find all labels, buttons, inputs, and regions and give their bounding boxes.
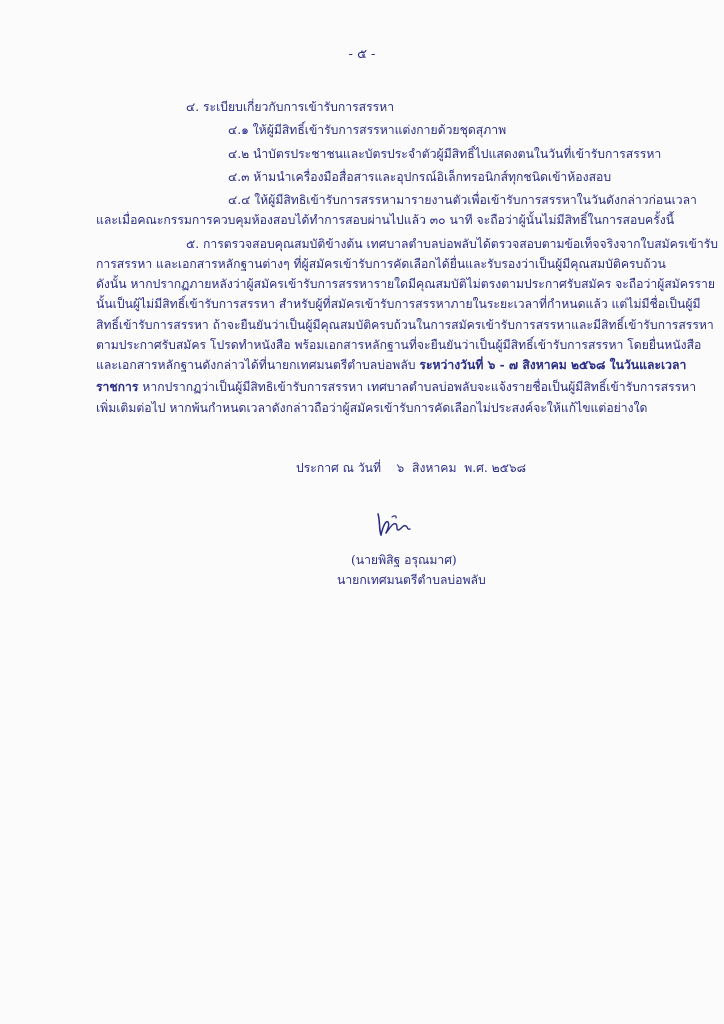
section-4-heading: ๔. ระเบียบเกี่ยวกับการเข้ารับการสรรหา — [186, 100, 395, 114]
section-4-item-2: ๔.๒ นำบัตรประชาชนและบัตรประจำตัวผู้มีสิทธิ์ไปแสดงตนในวันที่เข้ารับการสรรหา — [228, 147, 662, 161]
section-5-line-4: นั้นเป็นผู้ไม่มีสิทธิ์เข้ารับการสรรหา สำหรับผู้ที่สมัครเข้ารับการสรรหาภายในระยะเวลาที่กำหนดแล้ว แต่ไม่มีชื่อเป็นผู้มี — [96, 297, 701, 311]
section-4-item-4: ๔.๔ ให้ผู้มีสิทธิเข้ารับการสรรหามารายงานตัวเพื่อเข้ารับการสรรหาในวันดังกล่าวก่อนเวลา — [228, 193, 697, 207]
section-5-line-6: ตามประกาศรับสมัคร โปรดทำหนังสือ พร้อมเอกสารหลักฐานที่จะยืนยันว่าเป็นผู้มีสิทธิ์เข้ารับการสรรหา โดยยื่นหนังสือ — [96, 338, 702, 352]
section-5-line-8 — [96, 378, 697, 396]
section-4-continuation: และเมื่อคณะกรรมการควบคุมห้องสอบได้ทำการสอบผ่านไปแล้ว ๓๐ นาที จะถือว่าผู้นั้นไม่มีสิทธิ์ในการสอบครั้งนี้ — [96, 213, 675, 227]
signatory-position: นายกเทศมนตรีตำบลบ่อพลับ — [337, 573, 486, 587]
signature-mark — [372, 508, 416, 540]
section-5-line-8-text: หากปรากฏว่าเป็นผู้มีสิทธิเข้ารับการสรรหา เทศบาลตำบลบ่อพลับจะแจ้งรายชื่อเป็นผู้มีสิทธิ์เข้ารับการสรรหา — [138, 380, 697, 394]
section-5-dates-bold: ระหว่างวันที่ ๖ - ๗ สิงหาคม ๒๕๖๘ ในวันและเวลา — [419, 358, 687, 372]
section-5-line-5: สิทธิ์เข้ารับการสรรหา ถ้าจะยืนยันว่าเป็นผู้มีคุณสมบัติครบถ้วนในการสมัครเข้ารับการสรรหาและมีสิทธิ์เข้ารับการสรรหา — [96, 318, 714, 332]
section-5-line-3: ดังนั้น หากปรากฏภายหลังว่าผู้สมัครเข้ารับการสรรหารายใดมีคุณสมบัติไม่ตรงตามประกาศรับสมัคร จะถือว่าผู้สมัครราย — [96, 277, 716, 291]
section-4-item-3: ๔.๓ ห้ามนำเครื่องมือสื่อสารและอุปกรณ์อิเล็กทรอนิกส์ทุกชนิดเข้าห้องสอบ — [228, 170, 612, 184]
section-4-item-1: ๔.๑ ให้ผู้มีสิทธิ์เข้ารับการสรรหาแต่งกายด้วยชุดสุภาพ — [228, 123, 507, 137]
section-5-line-2: การสรรหา และเอกสารหลักฐานต่างๆ ที่ผู้สมัครเข้ารับการคัดเลือกได้ยื่นและรับรองว่าเป็นผู้มีคุณสมบัติครบถ้วน — [96, 257, 666, 271]
page-number: - ๕ - — [348, 47, 376, 62]
signatory-name: (นายพิสิฐ อรุณมาศ) — [351, 553, 457, 567]
section-5-line-1: ๕. การตรวจสอบคุณสมบัติข้างต้น เทศบาลตำบลบ่อพลับได้ตรวจสอบตามข้อเท็จจริงจากใบสมัครเข้ารับ — [186, 237, 719, 251]
section-5-office-hours-bold: ราชการ — [96, 380, 139, 394]
section-5-line-7-text: และเอกสารหลักฐานดังกล่าวได้ที่นายกเทศมนตรีตำบลบ่อพลับ — [96, 358, 420, 372]
section-5-line-7 — [96, 356, 687, 374]
section-5-line-9: เพิ่มเติมต่อไป หากพ้นกำหนดเวลาดังกล่าวถือว่าผู้สมัครเข้ารับการคัดเลือกไม่ประสงค์จะให้แก้ไขแต่อย่างใด — [96, 401, 648, 415]
announcement-date: ประกาศ ณ วันที่ ๖ สิงหาคม พ.ศ. ๒๕๖๘ — [296, 461, 527, 475]
